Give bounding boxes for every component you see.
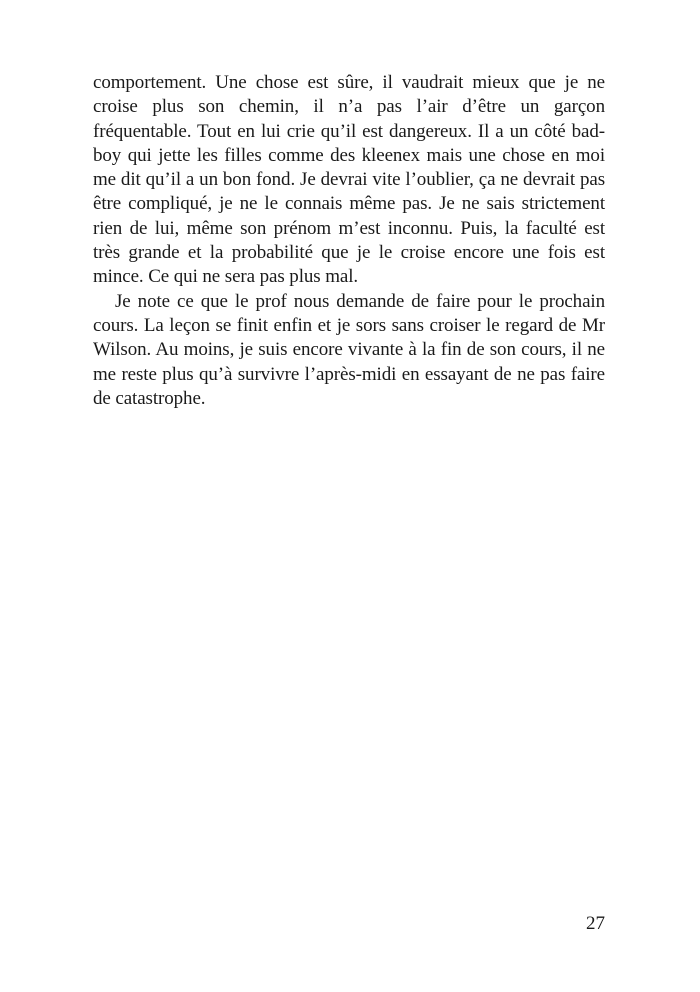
body-text	[93, 71, 605, 411]
page-number: 27	[586, 913, 605, 934]
paragraph: Je note ce que le prof nous demande de faire pour le prochain cours. La leçon se finit enfin et je sors sans croiser le regard de Mr Wilson. Au moins, je suis encore vivante à la fin de son cours, il ne me reste plus qu’à survivre l’après-midi en essayant de ne pas faire de catastrophe.	[93, 290, 605, 409]
paragraph-continuation: comportement. Une chose est sûre, il vaudrait mieux que je ne croise plus son chemin, il n’a pas l’air d’être un garçon fréquentable. Tout en lui crie qu’il est dangereux. Il a un côté bad-boy qui jette les filles comme des kleenex mais une chose en moi me dit qu’il a un bon fond. Je devrai vite l’oublier, ça ne devrait pas être compliqué, je ne le connais même pas. Je ne sais strictement rien de lui, même son prénom m’est inconnu. Puis, la faculté est très grande et la probabilité que je le croise encore une fois est mince. Ce qui ne sera pas plus mal.	[93, 72, 605, 288]
